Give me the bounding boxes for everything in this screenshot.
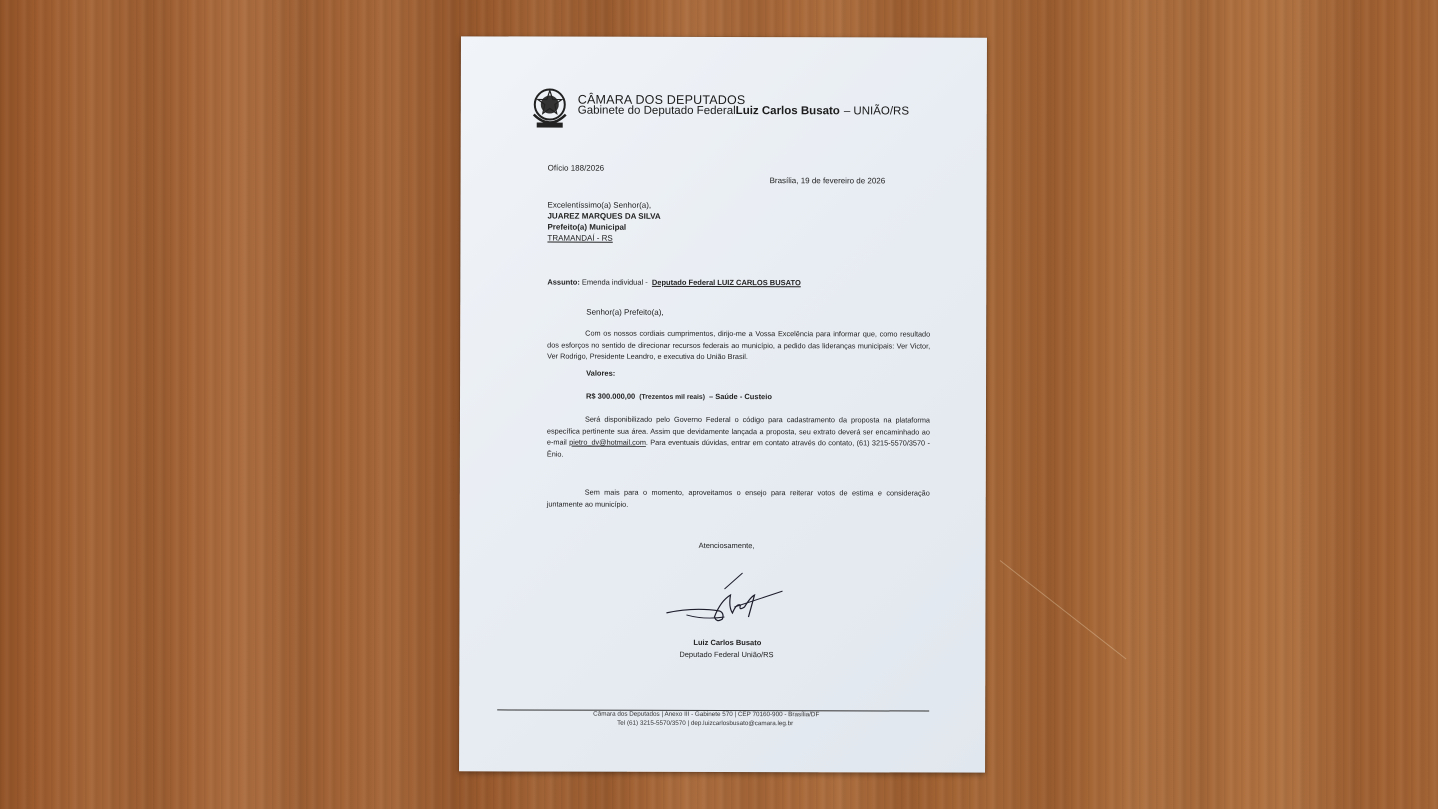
values-label: Valores:	[586, 368, 616, 378]
cabinet-label: Gabinete do Deputado Federal	[577, 104, 736, 118]
subject-deputy: Deputado Federal LUIZ CARLOS BUSATO	[651, 277, 801, 288]
deputy-name: Luiz Carlos Busato	[735, 105, 840, 118]
brazil-coat-of-arms-icon	[529, 84, 571, 132]
footer-contact: Tel (61) 3215-5570/3570 | dep.luizcarlosbusato@camara.leg.br	[617, 719, 794, 728]
letter-date: Brasília, 19 de fevereiro de 2026	[769, 176, 886, 186]
value-amount: R$ 300.000,00	[586, 391, 636, 401]
contact-email: pietro_dv@hotmail.com	[569, 437, 646, 447]
closing-salutation: Atenciosamente,	[698, 540, 755, 551]
subject-line	[547, 278, 800, 288]
paragraph-instructions	[547, 414, 930, 461]
table-surface-mark	[1000, 560, 1127, 659]
value-in-words: (Trezentos mil reais)	[639, 393, 705, 401]
signer-role: Deputado Federal União/RS	[679, 649, 774, 660]
paragraph-closing: Sem mais para o momento, aproveitamos o ensejo para reiterar votos de estima e consideração juntamente ao município.	[546, 487, 930, 509]
handwritten-signature	[664, 567, 789, 627]
subject-text: Emenda individual -	[581, 277, 648, 287]
value-category: – Saúde - Custeio	[708, 391, 772, 402]
paragraph-intro: Com os nossos cordiais cumprimentos, dirijo-me a Vossa Excelência para informar que, como resultado dos esforços no sentido de direcionar recursos federais ao município, a pedido das lideranças municipais: Ver Victor, Ver Rodrigo, Presidente Leandro, e executiva do União Brasil.	[547, 328, 931, 362]
paragraph-instructions-start: Será disponibilizado pelo Governo Federal o código para cadastramento da proposta na plataforma específica pertinente sua área. Assim que devidamente lançada a proposta, seu extrato deverá ser encaminhado ao e-mail	[546, 414, 930, 447]
value-line	[586, 392, 772, 401]
recipient-salutation: Excelentíssimo(a) Senhor(a),	[547, 200, 652, 210]
footer-address: Câmara dos Deputados | Anexo III - Gabinete 570 | CEP 70160-900 - Brasília/DF	[593, 710, 820, 719]
recipient-block	[547, 200, 660, 244]
letter-number: Ofício 188/2026	[547, 163, 605, 173]
cabinet-line	[578, 105, 909, 118]
recipient-city: TRAMANDAÍ - RS	[547, 233, 613, 243]
signer-name: Luiz Carlos Busato	[693, 637, 762, 648]
organization-name: CÂMARA DOS DEPUTADOS	[577, 92, 746, 108]
greeting: Senhor(a) Prefeito(a),	[586, 307, 664, 317]
recipient-name: JUAREZ MARQUES DA SILVA	[547, 211, 661, 221]
paragraph-instructions-end: . Para eventuais dúvidas, entrar em contato através do contato, (61) 3215-5570/3570 - Ênio.	[546, 437, 930, 459]
party-label: – UNIÃO/RS	[843, 105, 910, 118]
letter-sheet	[459, 36, 987, 772]
recipient-title: Prefeito(a) Municipal	[547, 222, 627, 232]
subject-label: Assunto:	[547, 277, 580, 287]
